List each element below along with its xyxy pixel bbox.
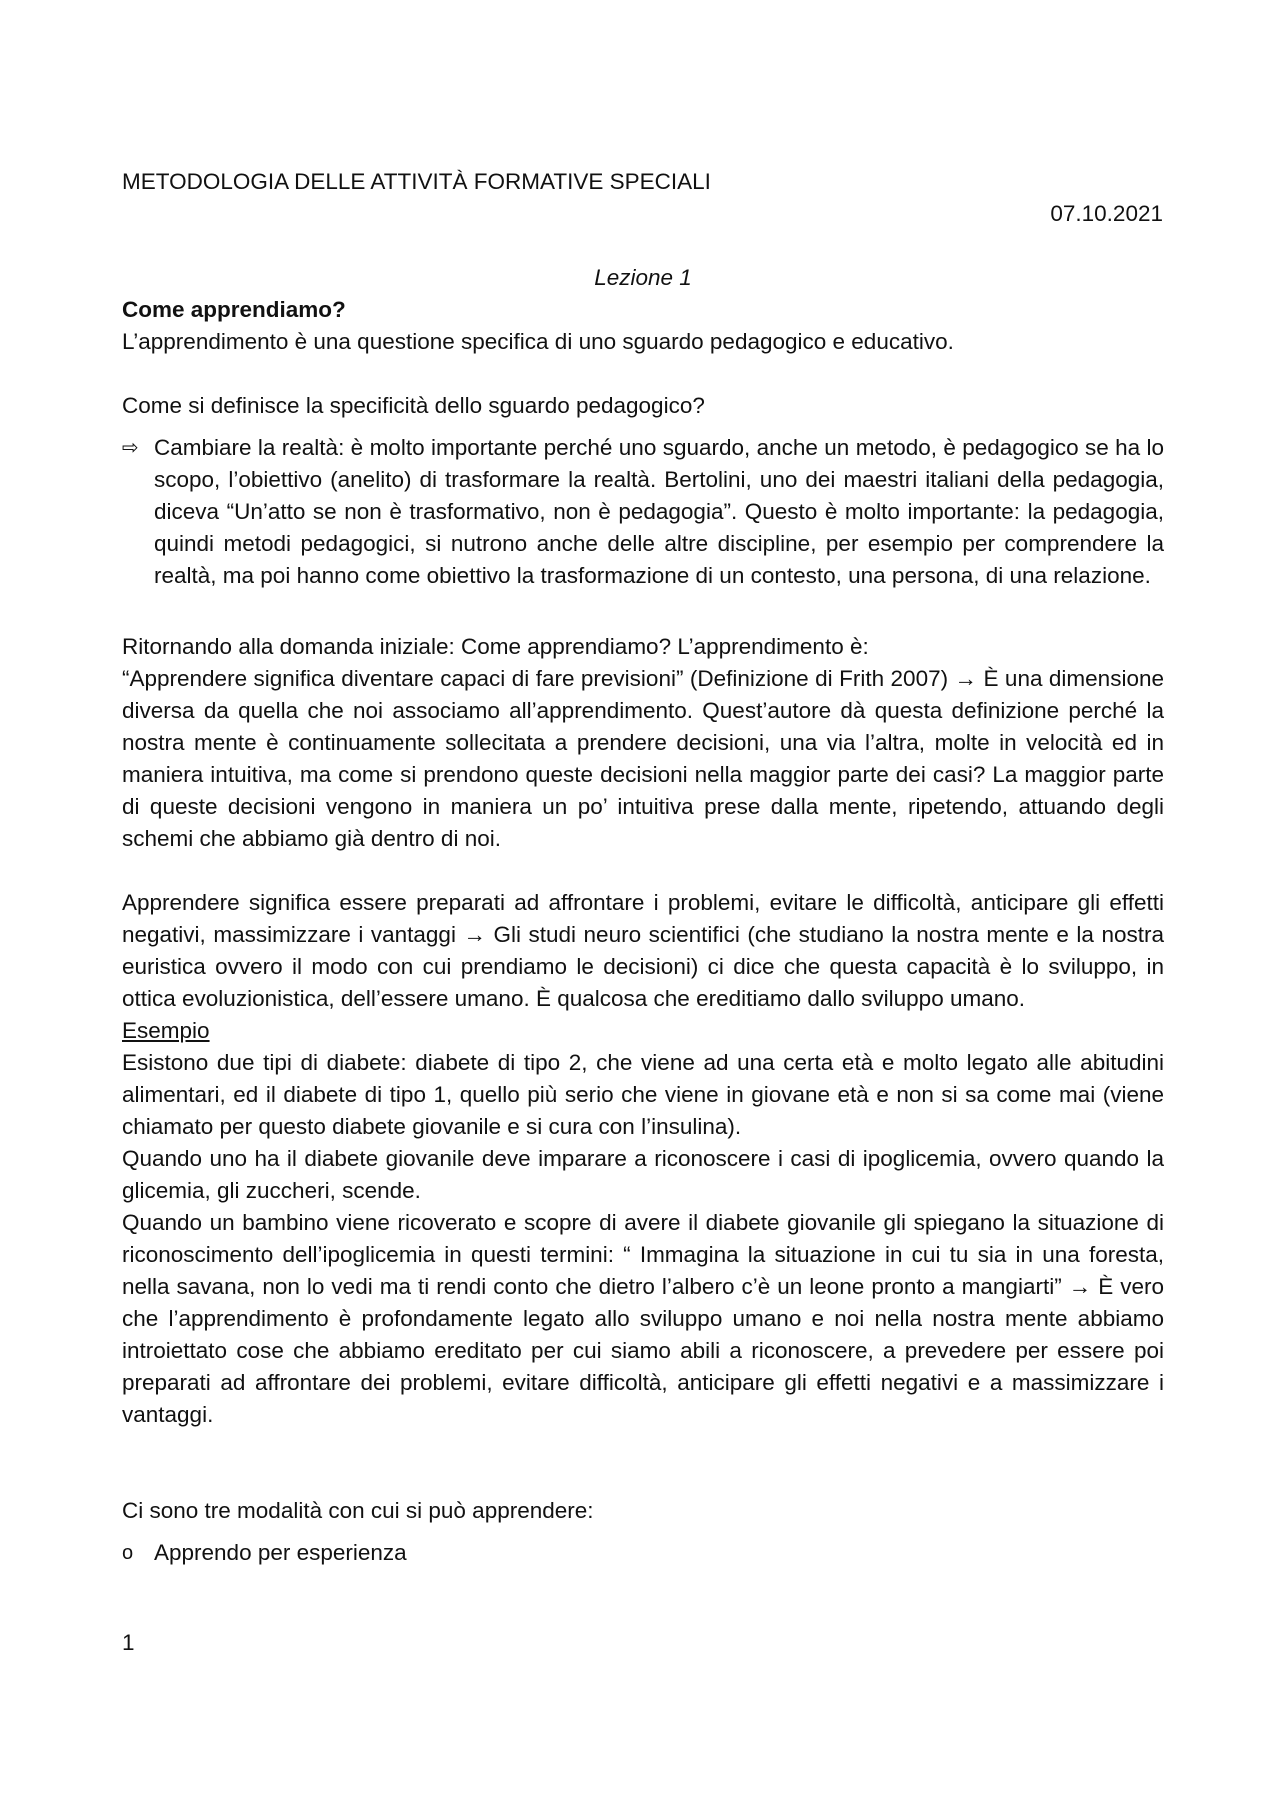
paragraph: “Apprendere significa diventare capaci di fare previsioni” (Definizione di Frith 2007) → È una dimensione diversa da quella che noi associamo all’apprendimento. Quest’autore dà questa definizione perché la nostra mente è continuamente sollecitata a prendere decisioni, una via l’altra, molte in velocità ed in maniera intuitiva, ma come si prendono queste decisioni nella maggior parte dei casi? La maggior parte di queste decisioni vengono in maniera un po’ intuitiva prese dalla mente, ripetendo, attuando degli schemi che abbiamo già dentro di noi. xyxy=(122,666,1164,851)
example-label: Esempio xyxy=(122,1018,210,1043)
question-paragraph: Come si definisce la specificità dello sguardo pedagogico? xyxy=(122,393,705,418)
section-definition xyxy=(122,631,1164,855)
list-item xyxy=(122,1537,1164,1569)
section-example xyxy=(122,887,1164,1431)
section-learning-modes xyxy=(122,1495,1164,1569)
arrow-bullet-icon: ⇨ xyxy=(122,437,139,459)
paragraph: Ci sono tre modalità con cui si può apprendere: xyxy=(122,1498,594,1523)
lesson-heading: Lezione 1 xyxy=(594,265,692,290)
section-pedagogical-view xyxy=(122,390,1164,592)
list-item-text: Apprendo per esperienza xyxy=(154,1540,407,1565)
paragraph: Quando uno ha il diabete giovanile deve imparare a riconoscere i casi di ipoglicemia, ovvero quando la glicemia, gli zuccheri, scende. xyxy=(122,1146,1164,1203)
paragraph: Ritornando alla domanda iniziale: Come apprendiamo? L’apprendimento è: xyxy=(122,634,869,659)
paragraph: Apprendere significa essere preparati ad affrontare i problemi, evitare le difficoltà, anticipare gli effetti negativi, massimizzare i vantaggi → Gli studi neuro scientifici (che studiano la nostra mente e la nostra euristica ovvero il modo con cui prendiamo le decisioni) ci dice che questa capacità è lo sviluppo, in ottica evoluzionistica, dell’essere umano. È qualcosa che ereditiamo dallo sviluppo umano. xyxy=(122,890,1164,1011)
paragraph: Esistono due tipi di diabete: diabete di tipo 2, che viene ad una certa età e molto legato alle abitudini alimentari, ed il diabete di tipo 1, quello più serio che viene in giovane età e non si sa come mai (viene chiamato per questo diabete giovanile e si cura con l’insulina). xyxy=(122,1050,1164,1139)
section-intro xyxy=(122,294,1164,358)
bullet-item xyxy=(122,432,1164,592)
bullet-text: Cambiare la realtà: è molto importante perché uno sguardo, anche un metodo, è pedagogico se ha lo scopo, l’obiettivo (anelito) di trasformare la realtà. Bertolini, uno dei maestri italiani della pedagogia, diceva “Un’atto se non è trasformativo, non è pedagogia”. Questo è molto importante: la pedagogia, quindi metodi pedagogici, si nutrono anche delle altre discipline, per esempio per comprendere la realtà, ma poi hanno come obiettivo la trasformazione di un contesto, una persona, di una relazione. xyxy=(154,435,1164,588)
intro-paragraph: L’apprendimento è una questione specifica di uno sguardo pedagogico e educativo. xyxy=(122,329,954,354)
course-title: METODOLOGIA DELLE ATTIVITÀ FORMATIVE SPECIALI xyxy=(122,169,711,194)
paragraph: Quando un bambino viene ricoverato e scopre di avere il diabete giovanile gli spiegano la situazione di riconoscimento dell’ipoglicemia in questi termini: “ Immagina la situazione in cui tu sia in una foresta, nella savana, non lo vedi ma ti rendi conto che dietro l’albero c’è un leone pronto a mangiarti” → È vero che l’apprendimento è profondamente legato allo sviluppo umano e noi nella nostra mente abbiamo introiettato cose che abbiamo ereditato per cui siamo abili a riconoscere, a prevedere per essere poi preparati ad affrontare dei problemi, evitare difficoltà, anticipare gli effetti negativi e a massimizzare i vantaggi. xyxy=(122,1210,1164,1427)
lesson-date: 07.10.2021 xyxy=(1050,201,1163,226)
page-number: 1 xyxy=(122,1630,135,1655)
circle-bullet-icon: o xyxy=(122,1542,134,1564)
section-heading: Come apprendiamo? xyxy=(122,297,346,322)
